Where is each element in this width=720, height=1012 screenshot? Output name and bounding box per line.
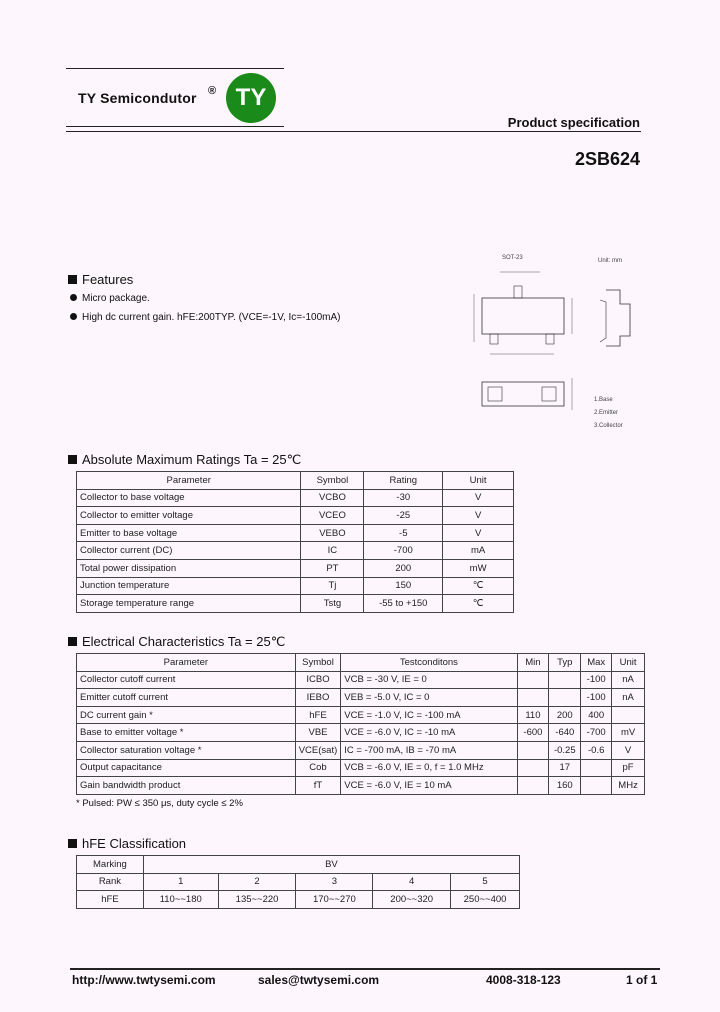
table-cell: IC [301, 542, 364, 560]
table-header-row [77, 654, 645, 672]
marking-row [77, 856, 520, 874]
feature-text: High dc current gain. hFE:200TYP. (VCE=-1V, Ic=-100mA) [82, 312, 341, 323]
table-cell: -5 [364, 524, 443, 542]
hfe-table [76, 855, 520, 909]
table-cell: Collector to emitter voltage [77, 507, 301, 525]
footer-url-link[interactable]: http://www.twtysemi.com [72, 973, 216, 987]
table-cell: -600 [517, 724, 549, 742]
table-cell: Marking [77, 856, 144, 874]
table-row [77, 724, 645, 742]
table-row [77, 542, 514, 560]
footer-email-link[interactable]: sales@twtysemi.com [258, 973, 380, 987]
table-cell: Collector current (DC) [77, 542, 301, 560]
table-cell [549, 671, 581, 689]
brand-name: TY Semicondutor [78, 90, 197, 106]
registered-mark: ® [208, 85, 217, 97]
package-pad [542, 387, 556, 401]
table-row [77, 689, 645, 707]
bullet-icon [70, 313, 77, 320]
table-row [77, 671, 645, 689]
table-row [77, 577, 514, 595]
table-row [77, 595, 514, 613]
table-cell: 150 [364, 577, 443, 595]
table-cell: hFE [77, 891, 144, 909]
table-cell: -100 [581, 671, 612, 689]
table-cell: 160 [549, 777, 581, 795]
table-cell: Total power dissipation [77, 559, 301, 577]
table-cell: 110 [517, 706, 549, 724]
table-cell: VCE = -6.0 V, IC = -10 mA [341, 724, 517, 742]
table-row [77, 706, 645, 724]
table-cell: Collector cutoff current [77, 671, 296, 689]
package-pin-3 [514, 286, 522, 298]
table-header-cell: Min [517, 654, 549, 672]
table-cell [612, 706, 645, 724]
table-cell: MHz [612, 777, 645, 795]
package-drawing [460, 250, 660, 435]
square-bullet-icon [68, 455, 77, 464]
features-title: Features [82, 272, 134, 287]
hfe-title: hFE Classification [82, 836, 187, 851]
table-cell: IC = -700 mA, IB = -70 mA [341, 741, 517, 759]
square-bullet-icon [68, 275, 77, 284]
table-cell: Cob [295, 759, 341, 777]
table-cell [549, 689, 581, 707]
table-cell: Junction temperature [77, 577, 301, 595]
square-bullet-icon [68, 637, 77, 646]
table-header-cell: Testconditons [341, 654, 517, 672]
table-cell: ℃ [443, 577, 514, 595]
table-cell: hFE [295, 706, 341, 724]
pin-label: 1.Base [594, 397, 613, 403]
table-row [77, 741, 645, 759]
table-row [77, 777, 645, 795]
header-top-rule [66, 68, 284, 69]
table-cell: Tj [301, 577, 364, 595]
table-cell: -640 [549, 724, 581, 742]
table-header-cell: Parameter [77, 654, 296, 672]
table-cell: 400 [581, 706, 612, 724]
table-cell: Storage temperature range [77, 595, 301, 613]
table-header-row [77, 472, 514, 490]
table-cell: Output capacitance [77, 759, 296, 777]
table-cell: mV [612, 724, 645, 742]
bullet-icon [70, 294, 77, 301]
table-cell: -55 to +150 [364, 595, 443, 613]
feature-text: Micro package. [82, 293, 150, 304]
table-cell: 2 [218, 873, 296, 891]
table-cell: VCE = -1.0 V, IC = -100 mA [341, 706, 517, 724]
product-spec-label: Product specification [507, 115, 640, 130]
table-cell: fT [295, 777, 341, 795]
table-cell: Gain bandwidth product [77, 777, 296, 795]
footer-page-number: 1 of 1 [626, 973, 658, 987]
table-cell: -700 [581, 724, 612, 742]
table-header-cell: Typ [549, 654, 581, 672]
table-cell [517, 741, 549, 759]
pin-label: 3.Collector [594, 423, 623, 429]
table-cell: -25 [364, 507, 443, 525]
table-cell: 5 [451, 873, 520, 891]
table-cell: DC current gain * [77, 706, 296, 724]
package-pin-2 [546, 334, 554, 344]
table-cell [581, 777, 612, 795]
table-cell: Emitter cutoff current [77, 689, 296, 707]
table-cell: Emitter to base voltage [77, 524, 301, 542]
table-header-cell: Symbol [295, 654, 341, 672]
table-cell [517, 777, 549, 795]
ty-logo: TY [226, 73, 276, 123]
footer-rule [70, 968, 660, 970]
table-row [77, 759, 645, 777]
table-cell: 3 [296, 873, 373, 891]
table-header-cell: Rating [364, 472, 443, 490]
table-cell: VCBO [301, 489, 364, 507]
square-bullet-icon [68, 839, 77, 848]
table-cell: -700 [364, 542, 443, 560]
feature-item [70, 293, 150, 304]
table-header-cell: Unit [612, 654, 645, 672]
table-cell: -30 [364, 489, 443, 507]
table-cell: 17 [549, 759, 581, 777]
table-cell: nA [612, 689, 645, 707]
table-cell: VCEO [301, 507, 364, 525]
table-cell: ICBO [295, 671, 341, 689]
table-header-cell: Parameter [77, 472, 301, 490]
table-cell: Tstg [301, 595, 364, 613]
table-cell: V [443, 507, 514, 525]
elec-heading [68, 634, 285, 650]
table-cell: VEBO [301, 524, 364, 542]
table-cell: Rank [77, 873, 144, 891]
package-name: SOT-23 [502, 255, 523, 261]
table-cell: VEB = -5.0 V, IC = 0 [341, 689, 517, 707]
table-cell: -0.25 [549, 741, 581, 759]
table-cell: 250~~400 [451, 891, 520, 909]
table-row [77, 489, 514, 507]
package-body-top [482, 298, 564, 334]
table-row [77, 559, 514, 577]
hfe-range-row [77, 891, 520, 909]
header-left-rule [66, 126, 284, 127]
table-row [77, 507, 514, 525]
table-cell: VCE(sat) [295, 741, 341, 759]
package-body-bottom [482, 382, 564, 406]
table-cell [517, 689, 549, 707]
table-cell: 110~~180 [143, 891, 218, 909]
abs-max-heading [68, 452, 301, 468]
elec-table [76, 653, 645, 795]
rank-row [77, 873, 520, 891]
table-cell: Collector to base voltage [77, 489, 301, 507]
part-number: 2SB624 [574, 149, 640, 169]
table-cell: 135~~220 [218, 891, 296, 909]
table-cell: PT [301, 559, 364, 577]
package-pad [488, 387, 502, 401]
table-cell: VCB = -6.0 V, IE = 0, f = 1.0 MHz [341, 759, 517, 777]
features-heading [68, 272, 133, 287]
elec-title: Electrical Characteristics Ta = 25℃ [82, 634, 286, 649]
table-cell: 200 [364, 559, 443, 577]
table-cell: -0.6 [581, 741, 612, 759]
table-cell [517, 759, 549, 777]
table-cell: Base to emitter voltage * [77, 724, 296, 742]
table-cell: 200 [549, 706, 581, 724]
table-cell: VBE [295, 724, 341, 742]
table-header-cell: Max [581, 654, 612, 672]
table-cell: 170~~270 [296, 891, 373, 909]
table-cell: V [612, 741, 645, 759]
feature-item [70, 312, 340, 323]
marking-value: BV [143, 856, 519, 874]
table-cell: Collector saturation voltage * [77, 741, 296, 759]
table-cell: nA [612, 671, 645, 689]
package-unit: Unit: mm [598, 258, 622, 264]
table-cell: VCB = -30 V, IE = 0 [341, 671, 517, 689]
table-cell: pF [612, 759, 645, 777]
footer-phone: 4008-318-123 [486, 973, 561, 987]
abs-max-title: Absolute Maximum Ratings Ta = 25℃ [82, 452, 302, 467]
table-cell: -100 [581, 689, 612, 707]
abs-max-table [76, 471, 514, 613]
package-lead [600, 300, 606, 342]
table-cell: 4 [373, 873, 451, 891]
table-cell: V [443, 524, 514, 542]
table-cell: 200~~320 [373, 891, 451, 909]
pin-label: 2.Emitter [594, 410, 619, 416]
pulsed-note: * Pulsed: PW ≤ 350 μs, duty cycle ≤ 2% [76, 798, 243, 809]
table-cell: IEBO [295, 689, 341, 707]
table-cell: mA [443, 542, 514, 560]
table-cell: mW [443, 559, 514, 577]
table-header-cell: Unit [443, 472, 514, 490]
table-cell: ℃ [443, 595, 514, 613]
table-cell: 1 [143, 873, 218, 891]
table-cell: VCE = -6.0 V, IE = 10 mA [341, 777, 517, 795]
table-cell [581, 759, 612, 777]
table-header-cell: Symbol [301, 472, 364, 490]
package-side-view [606, 290, 630, 346]
table-cell: V [443, 489, 514, 507]
package-pin-1 [490, 334, 498, 344]
table-cell [517, 671, 549, 689]
hfe-heading [68, 836, 186, 851]
header-rule [66, 131, 641, 132]
table-row [77, 524, 514, 542]
